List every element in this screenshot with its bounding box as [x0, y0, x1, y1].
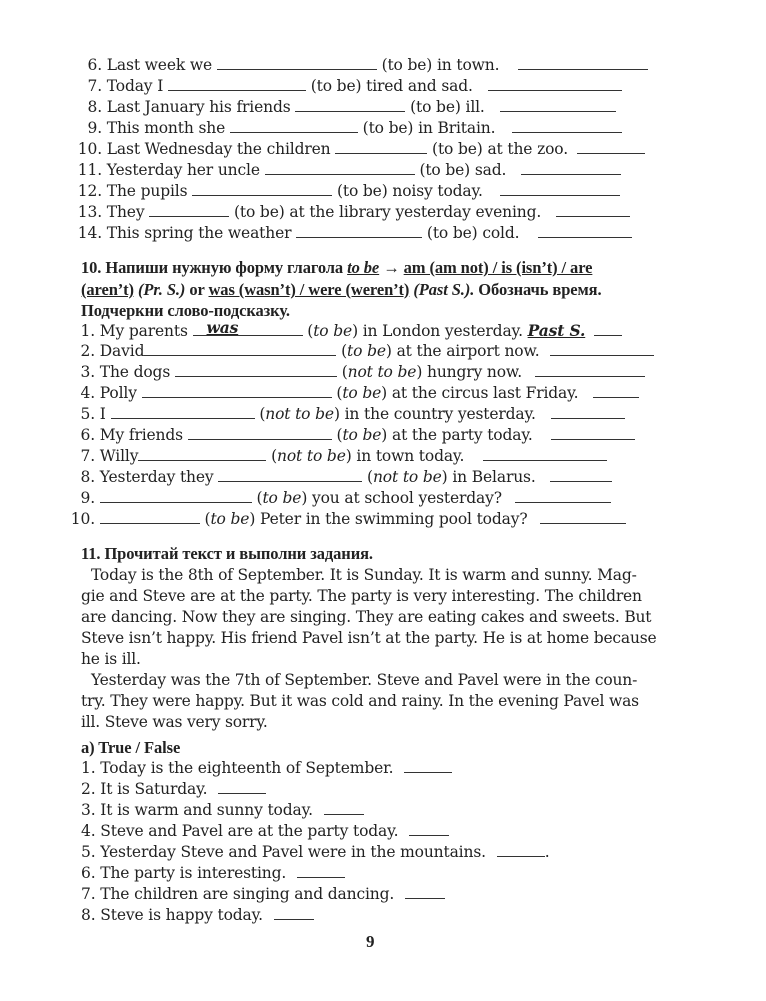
answer-blank[interactable]	[405, 884, 445, 899]
exercise-item: 6. My friends (to be) at the party today.	[0, 425, 635, 446]
answer-blank[interactable]	[218, 779, 266, 794]
true-false-item: 2. It is Saturday.	[81, 779, 266, 800]
reading-paragraph-2: Yesterday was the 7th of September. Steve and Pavel were in the coun- try. They were happy. But it was cold and rainy. In the evening Pavel was ill. Steve was very sorry.	[81, 671, 639, 731]
exercise-item: 11. Yesterday her uncle (to be) sad.	[0, 160, 621, 181]
exercise-item: 9. (to be) you at school yesterday?	[0, 488, 611, 509]
tense-blank[interactable]	[556, 202, 630, 217]
workbook-page: 6. Last week we (to be) in town. 7. Today I (to be) tired and sad. 8. Last January his friends (to be) ill. 9. This month she (to be) in Britain. 10. Last Wednesday the children (to be) at the zoo. 11. Yesterday her uncle (to be) sad. 12. The pupils (to be) noisy today. 13. They (to be) at the library yesterday evening. 14. This spring the weather (to be) cold. 10. Напиши нужную форму глагола to be → am (am not) / is (isn’t) / are (aren’t) (Pr. S.) or was (wasn’t) / were (weren’t) (Past S.). Обозначь время. Подчеркни слово-подсказку. 1. My parents was (to be) in London yesterday. Past S. 2. David (to be) at the airport now. 3. The dogs (not to be) hungry now. 4. Polly (to be) at the circus last Friday. 5. I (not to be) in the country yesterday. 6. My friends (to be) at the party today. 7. Willy (not to be) in town today. 8. Yesterday they (not to be) in Belarus. 9. (to be) you at school yesterday? 10. (to be) Peter in the swimming pool today? 11. Прочитай текст и выполни задания. Today is the 8th of September. It is Sunday. It is warm and sunny. Mag- gie and Steve are at the party. The party is very interesting. The children are dancing. Now they are singing. They are eating cakes and sweets. But Steve isn’t happy. His friend Pavel isn’t at the party. He is at home because he is ill. Yesterday was the 7th of September. Steve and Pavel were in the coun- try. They were happy. But it was cold and rainy. In the evening Pavel was ill. Steve was very sorry. a) True / False 1. Today is the eighteenth of September. 2. It is Saturday. 3. It is warm and sunny today. 4. Steve and Pavel are at the party today. 5. Yesterday Steve and Pavel were in the mountains. . 6. The party is interesting. 7. The children are singing and dancing. 8. Steve is happy today. 9	[0, 0, 766, 1001]
tense-blank[interactable]	[594, 321, 622, 336]
tense-blank[interactable]	[521, 160, 621, 175]
exercise-11-title: 11. Прочитай текст и выполни задания.	[81, 544, 373, 563]
answer-blank[interactable]	[265, 160, 415, 175]
answer-blank[interactable]	[100, 509, 200, 524]
answer-blank[interactable]	[409, 821, 449, 836]
answer-blank[interactable]	[497, 842, 545, 857]
tense-blank[interactable]	[515, 488, 611, 503]
exercise-item: 9. This month she (to be) in Britain.	[0, 118, 622, 139]
answer-blank[interactable]	[168, 76, 306, 91]
exercise-item: 14. This spring the weather (to be) cold.	[0, 223, 632, 244]
example-tense: Past S.	[527, 321, 586, 340]
true-false-item: 4. Steve and Pavel are at the party today.	[81, 821, 449, 842]
tense-blank[interactable]	[577, 139, 645, 154]
answer-blank[interactable]	[404, 758, 452, 773]
exercise-item: 4. Polly (to be) at the circus last Friday.	[0, 383, 639, 404]
answer-blank[interactable]	[296, 223, 422, 238]
true-false-item: 3. It is warm and sunny today.	[81, 800, 364, 821]
exercise-item: 10. (to be) Peter in the swimming pool today?	[0, 509, 626, 530]
answer-blank[interactable]	[218, 467, 362, 482]
answer-blank[interactable]	[324, 800, 364, 815]
answer-blank[interactable]	[295, 97, 405, 112]
answer-blank[interactable]	[144, 341, 336, 356]
tense-blank[interactable]	[500, 97, 616, 112]
tense-blank[interactable]	[551, 404, 625, 419]
exercise-item: 13. They (to be) at the library yesterday evening.	[0, 202, 630, 223]
tense-blank[interactable]	[538, 223, 632, 238]
answer-blank[interactable]	[111, 404, 255, 419]
answer-blank[interactable]	[149, 202, 229, 217]
tense-blank[interactable]	[488, 76, 622, 91]
answer-blank[interactable]	[335, 139, 427, 154]
tense-blank[interactable]	[593, 383, 639, 398]
true-false-item: 1. Today is the eighteenth of September.	[81, 758, 452, 779]
true-false-item: 6. The party is interesting.	[81, 863, 345, 884]
exercise-item: 5. I (not to be) in the country yesterday.	[0, 404, 625, 425]
answer-blank[interactable]	[142, 383, 332, 398]
exercise-item: 2. David (to be) at the airport now.	[0, 341, 654, 362]
exercise-item: 3. The dogs (not to be) hungry now.	[0, 362, 645, 383]
true-false-item: 5. Yesterday Steve and Pavel were in the mountains. .	[81, 843, 550, 861]
tense-blank[interactable]	[540, 509, 626, 524]
answer-blank[interactable]	[175, 362, 337, 377]
answer-blank[interactable]	[192, 181, 332, 196]
answer-blank[interactable]	[193, 318, 303, 337]
answer-blank[interactable]	[138, 446, 266, 461]
tense-blank[interactable]	[550, 467, 612, 482]
exercise-item: 8. Yesterday they (not to be) in Belarus.	[0, 467, 612, 488]
answer-blank[interactable]	[217, 55, 377, 70]
tense-blank[interactable]	[550, 341, 654, 356]
tense-blank[interactable]	[483, 446, 607, 461]
tense-blank[interactable]	[551, 425, 635, 440]
answer-blank[interactable]	[230, 118, 358, 133]
tense-blank[interactable]	[512, 118, 622, 133]
exercise-item: 1. My parents was (to be) in London yesterday. Past S.	[0, 320, 622, 342]
tense-blank[interactable]	[500, 181, 620, 196]
exercise-item: 10. Last Wednesday the children (to be) at the zoo.	[0, 139, 645, 160]
answer-blank[interactable]	[100, 488, 252, 503]
exercise-item: 6. Last week we (to be) in town.	[0, 55, 648, 76]
example-answer: was	[206, 318, 239, 337]
exercise-item: 7. Willy (not to be) in town today.	[0, 446, 607, 467]
task-a-title: a) True / False	[81, 738, 181, 757]
page-number: 9	[366, 932, 375, 951]
answer-blank[interactable]	[297, 863, 345, 878]
answer-blank[interactable]	[274, 905, 314, 920]
true-false-item: 7. The children are singing and dancing.	[81, 884, 445, 905]
exercise-item: 7. Today I (to be) tired and sad.	[0, 76, 622, 97]
reading-paragraph-1: Today is the 8th of September. It is Sunday. It is warm and sunny. Mag- gie and Steve are at the party. The party is very interesting. The children are dancing. Now they are singing. They are eating cakes and sweets. But Steve isn’t happy. His friend Pavel isn’t at the party. He is at home because he is ill.	[81, 566, 657, 668]
tense-blank[interactable]	[535, 362, 645, 377]
answer-blank[interactable]	[188, 425, 332, 440]
exercise-item: 12. The pupils (to be) noisy today.	[0, 181, 620, 202]
true-false-item: 8. Steve is happy today.	[81, 905, 314, 926]
tense-blank[interactable]	[518, 55, 648, 70]
exercise-item: 8. Last January his friends (to be) ill.	[0, 97, 616, 118]
